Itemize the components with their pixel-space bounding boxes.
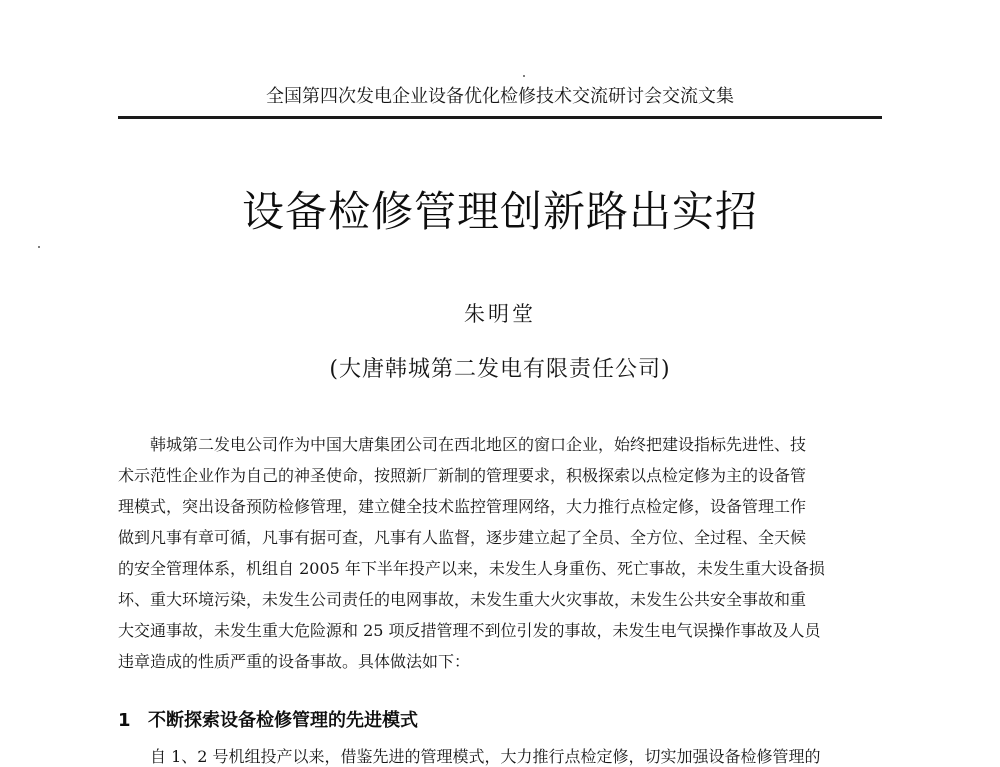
article-title: 设备检修管理创新路出实招 — [241, 187, 758, 236]
section-number: 1 — [118, 710, 131, 731]
section-title: 不断探索设备检修管理的先进模式 — [148, 710, 418, 731]
paragraph-line: 韩城第二发电公司作为中国大唐集团公司在西北地区的窗口企业，始终把建设指标先进性、技 — [150, 435, 807, 454]
scan-speck — [523, 75, 525, 77]
paragraph-line: 术示范性企业作为自己的神圣使命，按照新厂新制的管理要求，积极探索以点检定修为主的设备管 — [118, 466, 807, 485]
running-header: 全国第四次发电企业设备优化检修技术交流研讨会交流文集 — [266, 86, 734, 107]
paragraph-line: 理模式，突出设备预防检修管理，建立健全技术监控管理网络，大力推行点检定修，设备管理工作 — [118, 497, 807, 516]
paragraph-line: 坏、重大环境污染，未发生公司责任的电网事故，未发生重大火灾事故，未发生公共安全事故和重 — [118, 590, 807, 609]
paragraph-line: 做到凡事有章可循，凡事有据可查，凡事有人监督，逐步建立起了全员、全方位、全过程、全天候 — [118, 528, 807, 547]
author-name: 朱明堂 — [464, 302, 536, 326]
paragraph-line: 的安全管理体系，机组自 2005 年下半年投产以来，未发生人身重伤、死亡事故，未发生重大设备损 — [118, 559, 825, 578]
scan-speck — [38, 246, 40, 248]
author-affiliation: (大唐韩城第二发电有限责任公司) — [329, 357, 671, 382]
section-heading — [118, 709, 884, 733]
paragraph-line: 违章造成的性质严重的设备事故。具体做法如下： — [118, 652, 471, 671]
section-first-line: 自 1、2 号机组投产以来，借鉴先进的管理模式，大力推行点检定修，切实加强设备检修管理的 — [150, 747, 821, 766]
header-rule — [118, 116, 882, 119]
paragraph-line: 大交通事故，未发生重大危险源和 25 项反措管理不到位引发的事故，未发生电气误操作事故及人员 — [118, 621, 821, 640]
